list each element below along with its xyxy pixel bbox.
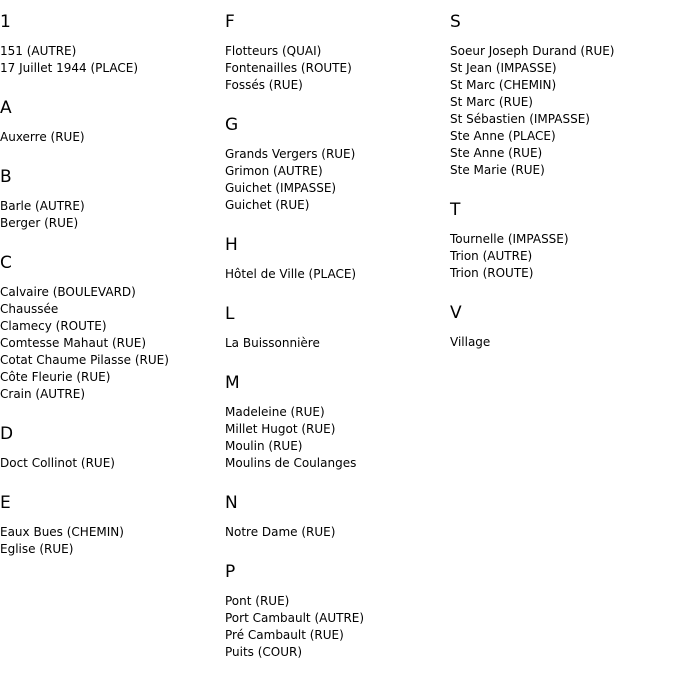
letter-group-t [450,200,675,282]
street-link-pre-cambault-rue[interactable]: Pré Cambault (RUE) [225,628,344,642]
street-list [450,231,675,282]
street-index-column-1 [0,12,225,579]
letter-heading: S [450,12,461,32]
street-link-la-buissonniere[interactable]: La Buissonnière [225,336,320,350]
street-link-puits-cour[interactable]: Puits (COUR) [225,645,303,659]
letter-group-l [225,304,450,352]
letter-group-n [225,493,450,541]
street-link-guichet-rue[interactable]: Guichet (RUE) [225,198,310,212]
street-item [225,163,450,180]
street-item [0,284,225,301]
street-item [450,60,675,77]
street-item [225,197,450,214]
street-item [0,215,225,232]
letter-group-b [0,167,225,232]
street-list [450,334,675,351]
street-item [450,231,675,248]
street-item [225,438,450,455]
street-link-millet-hugot-rue[interactable]: Millet Hugot (RUE) [225,422,336,436]
street-link-hotel-de-ville-place[interactable]: Hôtel de Ville (PLACE) [225,267,357,281]
street-link-ste-marie-rue[interactable]: Ste Marie (RUE) [450,163,545,177]
street-link-clamecy-route[interactable]: Clamecy (ROUTE) [0,319,107,333]
street-item [0,301,225,318]
street-link-trion-route[interactable]: Trion (ROUTE) [450,266,534,280]
street-item [0,524,225,541]
street-item [450,128,675,145]
street-item [0,318,225,335]
street-item [450,334,675,351]
street-link-fosses-rue[interactable]: Fossés (RUE) [225,78,303,92]
letter-group-p [225,562,450,661]
street-item [225,180,450,197]
street-link-eaux-bues-chemin[interactable]: Eaux Bues (CHEMIN) [0,525,124,539]
street-index-column-3 [450,12,675,372]
street-item [450,162,675,179]
street-item [225,627,450,644]
letter-heading: L [225,304,235,324]
letter-heading: E [0,493,11,513]
street-link-comtesse-mahaut-rue[interactable]: Comtesse Mahaut (RUE) [0,336,147,350]
letter-heading: 1 [0,12,11,32]
letter-group-h [225,235,450,283]
street-link-flotteurs-quai[interactable]: Flotteurs (QUAI) [225,44,322,58]
street-item [0,455,225,472]
letter-group-1 [0,12,225,77]
street-list [225,266,450,283]
letter-group-d [0,424,225,472]
street-link-17-juillet-1944-place[interactable]: 17 Juillet 1944 (PLACE) [0,61,139,75]
street-link-trion-autre[interactable]: Trion (AUTRE) [450,249,533,263]
street-item [225,266,450,283]
street-link-chaussee[interactable]: Chaussée [0,302,59,316]
street-link-port-cambault-autre[interactable]: Port Cambault (AUTRE) [225,611,365,625]
street-item [450,265,675,282]
street-link-crain-autre[interactable]: Crain (AUTRE) [0,387,86,401]
letter-heading: V [450,303,462,323]
street-link-doct-collinot-rue[interactable]: Doct Collinot (RUE) [0,456,115,470]
street-list [0,455,225,472]
street-item [450,248,675,265]
street-link-berger-rue[interactable]: Berger (RUE) [0,216,79,230]
street-link-soeur-joseph-durand-rue[interactable]: Soeur Joseph Durand (RUE) [450,44,615,58]
street-item [0,369,225,386]
street-item [225,421,450,438]
street-item [450,43,675,60]
street-link-st-sebastien-impasse[interactable]: St Sébastien (IMPASSE) [450,112,590,126]
street-item [225,404,450,421]
street-item [225,610,450,627]
street-item [0,335,225,352]
street-item [225,524,450,541]
street-link-cote-fleurie-rue[interactable]: Côte Fleurie (RUE) [0,370,111,384]
street-list [225,524,450,541]
letter-heading: T [450,200,461,220]
street-link-guichet-impasse[interactable]: Guichet (IMPASSE) [225,181,337,195]
street-item [225,644,450,661]
street-link-grimon-autre[interactable]: Grimon (AUTRE) [225,164,323,178]
letter-heading: G [225,115,239,135]
street-item [225,593,450,610]
letter-heading: D [0,424,14,444]
street-list [450,43,675,179]
letter-group-m [225,373,450,472]
letter-heading: H [225,235,238,255]
street-link-village[interactable]: Village [450,335,491,349]
letter-heading: N [225,493,238,513]
street-item [0,129,225,146]
street-list [0,524,225,558]
street-link-grands-vergers-rue[interactable]: Grands Vergers (RUE) [225,147,356,161]
street-item [450,111,675,128]
letter-heading: B [0,167,12,187]
street-link-ste-anne-rue[interactable]: Ste Anne (RUE) [450,146,543,160]
street-list [225,404,450,472]
letter-heading: P [225,562,236,582]
street-link-moulins-de-coulanges[interactable]: Moulins de Coulanges [225,456,357,470]
street-item [0,198,225,215]
street-item [0,386,225,403]
street-link-cotat-chaume-pilasse-rue[interactable]: Cotat Chaume Pilasse (RUE) [0,353,169,367]
street-link-pont-rue[interactable]: Pont (RUE) [225,594,290,608]
letter-group-s [450,12,675,179]
street-link-calvaire-boulevard[interactable]: Calvaire (BOULEVARD) [0,285,136,299]
street-link-ste-anne-place[interactable]: Ste Anne (PLACE) [450,129,556,143]
street-item [225,335,450,352]
street-link-tournelle-impasse[interactable]: Tournelle (IMPASSE) [450,232,569,246]
street-list [0,284,225,403]
street-list [0,198,225,232]
letter-heading: A [0,98,12,118]
street-link-barle-autre[interactable]: Barle (AUTRE) [0,199,85,213]
letter-group-f [225,12,450,94]
letter-group-a [0,98,225,146]
street-link-moulin-rue[interactable]: Moulin (RUE) [225,439,303,453]
street-link-st-marc-chemin[interactable]: St Marc (CHEMIN) [450,78,557,92]
street-link-151-autre[interactable]: 151 (AUTRE) [0,44,77,58]
letter-group-g [225,115,450,214]
street-item [225,455,450,472]
street-link-eglise-rue[interactable]: Eglise (RUE) [0,542,74,556]
letter-heading: F [225,12,235,32]
street-list [225,43,450,94]
letter-heading: C [0,253,12,273]
street-link-notre-dame-rue[interactable]: Notre Dame (RUE) [225,525,336,539]
street-item [450,77,675,94]
street-item [225,43,450,60]
street-list [0,43,225,77]
street-item [225,77,450,94]
street-item [225,60,450,77]
street-list [0,129,225,146]
street-item [0,541,225,558]
street-item [450,145,675,162]
street-item [0,60,225,77]
street-link-fontenailles-route[interactable]: Fontenailles (ROUTE) [225,61,352,75]
street-index-column-2 [225,12,450,682]
street-link-madeleine-rue[interactable]: Madeleine (RUE) [225,405,325,419]
letter-group-e [0,493,225,558]
street-link-auxerre-rue[interactable]: Auxerre (RUE) [0,130,85,144]
street-item [225,146,450,163]
letter-heading: M [225,373,240,393]
street-link-st-marc-rue[interactable]: St Marc (RUE) [450,95,533,109]
letter-group-v [450,303,675,351]
letter-group-c [0,253,225,403]
street-item [0,352,225,369]
street-link-st-jean-impasse[interactable]: St Jean (IMPASSE) [450,61,557,75]
street-item [0,43,225,60]
street-item [450,94,675,111]
street-list [225,593,450,661]
street-list [225,146,450,214]
street-list [225,335,450,352]
